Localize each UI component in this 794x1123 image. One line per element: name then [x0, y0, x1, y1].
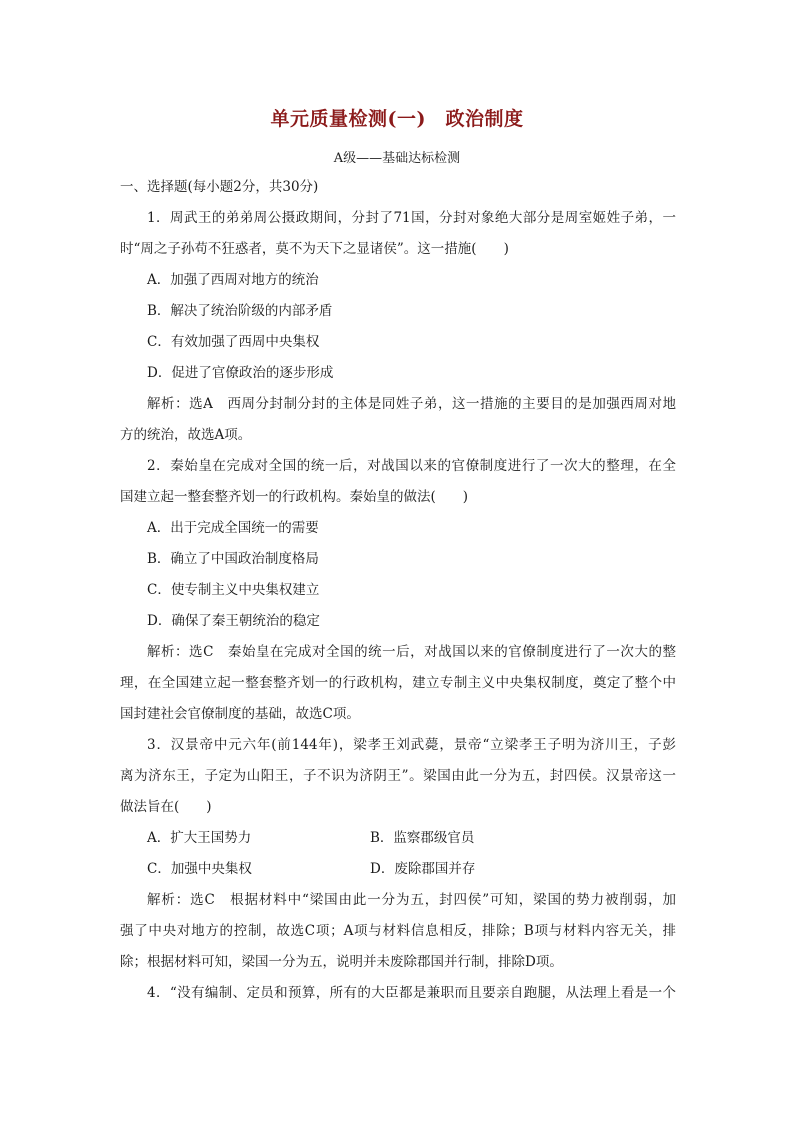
- question-2-option-b: B．确立了中国政治制度格局: [147, 551, 319, 567]
- question-1-option-c: C．有效加强了西周中央集权: [147, 334, 320, 350]
- question-1-option-d: D．促进了官僚政治的逐步形成: [147, 365, 334, 381]
- question-3-stem-line-1: 3．汉景帝中元六年(前144年)，梁孝王刘武薨，景帝“立梁孝王子明为济川王，子彭: [147, 737, 676, 753]
- question-3-analysis-line-2: 强了中央对地方的控制，故选C项；A项与材料信息相反，排除；B项与材料内容无关，排: [120, 923, 676, 939]
- question-2-option-c: C．使专制主义中央集权建立: [147, 582, 320, 598]
- question-1-analysis-line-1: 解析：选A 西周分封制分封的主体是同姓子弟，这一措施的主要目的是加强西周对地: [147, 396, 676, 412]
- question-2-analysis-line-3: 国封建社会官僚制度的基础，故选C项。: [120, 706, 360, 722]
- page-title: 单元质量检测(一) 政治制度: [270, 108, 524, 130]
- question-2-analysis-line-2: 理，在全国建立起一整套整齐划一的行政机构，建立专制主义中央集权制度，奠定了整个中: [120, 675, 676, 691]
- document-body: [120, 172, 676, 1009]
- question-3-stem-line-2: 离为济东王，子定为山阳王，子不识为济阴王”。梁国由此一分为五，封四侯。汉景帝这一: [120, 768, 676, 784]
- question-3-options-row-2: [120, 854, 676, 885]
- question-1-stem-line-2: 时“周之子孙苟不狂惑者，莫不为天下之显诸侯”。这一措施( ): [120, 241, 509, 257]
- question-3-options-row-1: [120, 823, 676, 854]
- question-2-option-a: A．出于完成全国统一的需要: [147, 520, 319, 536]
- question-3-option-a: A．扩大王国势力: [147, 830, 252, 846]
- question-3-option-b: B．监察郡级官员: [370, 830, 475, 846]
- question-1-stem-line-1: 1．周武王的弟弟周公摄政期间，分封了71国，分封对象绝大部分是周室姬姓子弟，一: [147, 210, 676, 226]
- question-3-stem-line-3: 做法旨在( ): [120, 799, 212, 815]
- question-4-stem-line-1: 4．“没有编制、定员和预算，所有的大臣都是兼职而且要亲自跑腿，从法理上看是一个: [147, 985, 676, 1001]
- question-3-option-c: C．加强中央集权: [147, 861, 252, 877]
- question-3-analysis-line-3: 除；根据材料可知，梁国一分为五，说明并未废除郡国并行制，排除D项。: [120, 954, 563, 970]
- question-3-option-d: D．废除郡国并存: [370, 861, 476, 877]
- question-2-analysis-line-1: 解析：选C 秦始皇在完成对全国的统一后，对战国以来的官僚制度进行了一次大的整: [147, 644, 676, 660]
- section-heading: 一、选择题(每小题2分，共30分): [120, 179, 319, 195]
- question-1-analysis-line-2: 方的统治，故选A项。: [120, 427, 252, 443]
- question-2-option-d: D．确保了秦王朝统治的稳定: [147, 613, 320, 629]
- question-3-analysis-line-1: 解析：选C 根据材料中“梁国由此一分为五，封四侯”可知，梁国的势力被削弱，加: [147, 892, 676, 908]
- question-2-stem-line-1: 2．秦始皇在完成对全国的统一后，对战国以来的官僚制度进行了一次大的整理，在全: [147, 458, 676, 474]
- page-subtitle: A级——基础达标检测: [333, 151, 461, 166]
- question-1-option-a: A．加强了西周对地方的统治: [147, 272, 319, 288]
- question-2-stem-line-2: 国建立起一整套整齐划一的行政机构。秦始皇的做法( ): [120, 489, 469, 505]
- question-1-option-b: B．解决了统治阶级的内部矛盾: [147, 303, 333, 319]
